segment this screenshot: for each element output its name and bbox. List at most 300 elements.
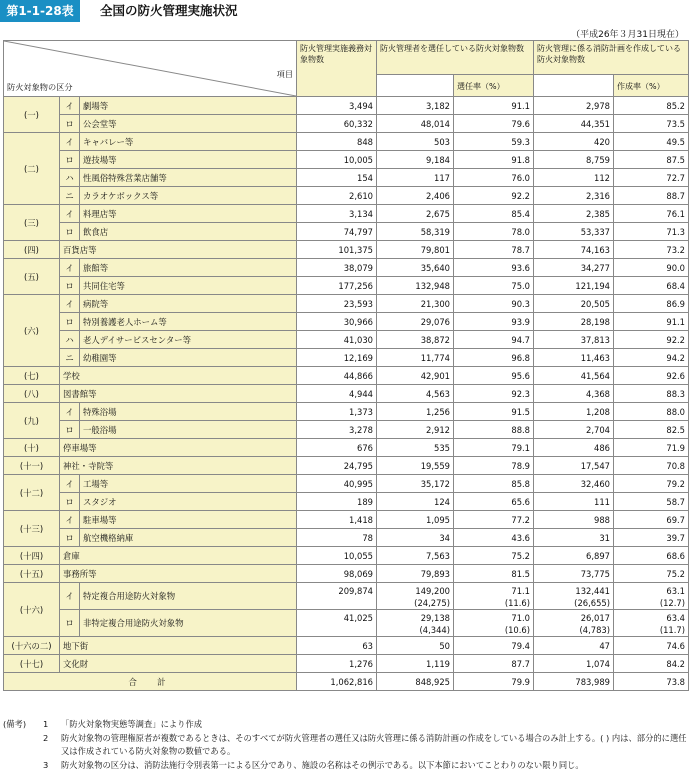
- appointed-rate: 92.2: [454, 187, 534, 205]
- appointed-count: 1,119: [377, 655, 454, 673]
- plan-rate: 71.9: [614, 439, 689, 457]
- appointed-count: 2,912: [377, 421, 454, 439]
- plan-rate: 76.1: [614, 205, 689, 223]
- subcategory-cell: イ: [60, 475, 80, 493]
- facility-name: 駐車場等: [80, 511, 297, 529]
- plan-count: 420: [534, 133, 614, 151]
- appointed-count: 1,256: [377, 403, 454, 421]
- facility-name: 倉庫: [60, 547, 297, 565]
- plan-count: 31: [534, 529, 614, 547]
- appointed-count: 9,184: [377, 151, 454, 169]
- plan-rate: 71.3: [614, 223, 689, 241]
- notes: [3, 718, 688, 772]
- total-label: 合 計: [4, 673, 297, 691]
- appointed-rate: [454, 610, 534, 637]
- corner-category-label: 防火対象物の区分: [7, 82, 73, 92]
- target-count: 848: [297, 133, 377, 151]
- table-row: [4, 637, 689, 655]
- target-count: 2,610: [297, 187, 377, 205]
- table-row: [4, 565, 689, 583]
- facility-name: 特別養護老人ホーム等: [80, 313, 297, 331]
- plan-rate: 94.2: [614, 349, 689, 367]
- plan-rate: 82.5: [614, 421, 689, 439]
- appointed-rate: 78.7: [454, 241, 534, 259]
- appointed-count: 503: [377, 133, 454, 151]
- subcategory-cell: ニ: [60, 349, 80, 367]
- table-row: [4, 223, 689, 241]
- target-count: 12,169: [297, 349, 377, 367]
- facility-name: 一般浴場: [80, 421, 297, 439]
- plan-rate-partial: (12.7): [659, 598, 686, 608]
- subcategory-cell: ロ: [60, 493, 80, 511]
- subcategory-cell: イ: [60, 583, 80, 610]
- appointed-count: 35,640: [377, 259, 454, 277]
- appointed-count: 19,559: [377, 457, 454, 475]
- appointed-count: 42,901: [377, 367, 454, 385]
- total-plan-count: 783,989: [534, 673, 614, 691]
- table-row: [4, 187, 689, 205]
- target-count: 3,278: [297, 421, 377, 439]
- plan-rate: 68.4: [614, 277, 689, 295]
- target-count: 24,795: [297, 457, 377, 475]
- facility-name: 非特定複合用途防火対象物: [80, 610, 297, 637]
- plan-count: 2,316: [534, 187, 614, 205]
- plan-rate: 79.2: [614, 475, 689, 493]
- target-count: 10,055: [297, 547, 377, 565]
- total-plan-rate: 73.8: [614, 673, 689, 691]
- subcategory-cell: ロ: [60, 115, 80, 133]
- appointed-rate-main: 71.1: [511, 586, 531, 596]
- table-row: [4, 259, 689, 277]
- appointed-count: 535: [377, 439, 454, 457]
- appointed-rate: 92.3: [454, 385, 534, 403]
- appointed-count: 35,172: [377, 475, 454, 493]
- subcategory-cell: ロ: [60, 610, 80, 637]
- appointed-rate: 93.6: [454, 259, 534, 277]
- category-cell: (四): [4, 241, 60, 259]
- note-item: [3, 759, 688, 773]
- facility-name: 特殊浴場: [80, 403, 297, 421]
- plan-count: [534, 610, 614, 637]
- appointed-rate: 77.2: [454, 511, 534, 529]
- table-row: [4, 295, 689, 313]
- appointed-rate: [454, 583, 534, 610]
- plan-rate: 70.8: [614, 457, 689, 475]
- plan-rate: 88.3: [614, 385, 689, 403]
- facility-name: スタジオ: [80, 493, 297, 511]
- plan-count: 41,564: [534, 367, 614, 385]
- table-row: [4, 547, 689, 565]
- header-plan-count-spacer: [534, 75, 614, 97]
- category-cell: (十七): [4, 655, 60, 673]
- subcategory-cell: ロ: [60, 151, 80, 169]
- appointed-count: 3,182: [377, 97, 454, 115]
- total-appointed-rate: 79.9: [454, 673, 534, 691]
- plan-rate: 87.5: [614, 151, 689, 169]
- category-cell: (二): [4, 133, 60, 205]
- appointed-count: 38,872: [377, 331, 454, 349]
- appointed-count: 2,406: [377, 187, 454, 205]
- appointed-rate: 81.5: [454, 565, 534, 583]
- appointed-rate: 85.8: [454, 475, 534, 493]
- category-cell: (十): [4, 439, 60, 457]
- plan-count: 17,547: [534, 457, 614, 475]
- appointed-count: [377, 583, 454, 610]
- subcategory-cell: ロ: [60, 277, 80, 295]
- plan-count: 73,775: [534, 565, 614, 583]
- appointed-rate: 78.9: [454, 457, 534, 475]
- appointed-rate: 59.3: [454, 133, 534, 151]
- plan-rate: 88.0: [614, 403, 689, 421]
- plan-count: 74,163: [534, 241, 614, 259]
- total-target-count: 1,062,816: [297, 673, 377, 691]
- plan-count: 28,198: [534, 313, 614, 331]
- table-number-tag: 第1-1-28表: [0, 0, 80, 22]
- facility-name: 地下街: [60, 637, 297, 655]
- appointed-count: 7,563: [377, 547, 454, 565]
- plan-rate: 73.2: [614, 241, 689, 259]
- plan-count: 111: [534, 493, 614, 511]
- plan-rate: 92.6: [614, 367, 689, 385]
- facility-name: 図書館等: [60, 385, 297, 403]
- appointed-rate: 91.1: [454, 97, 534, 115]
- plan-rate: 69.7: [614, 511, 689, 529]
- plan-rate-main: 63.1: [666, 586, 686, 596]
- target-count: 10,005: [297, 151, 377, 169]
- facility-name: 老人デイサービスセンター等: [80, 331, 297, 349]
- plan-rate: 75.2: [614, 565, 689, 583]
- target-count: 38,079: [297, 259, 377, 277]
- plan-rate: 58.7: [614, 493, 689, 511]
- plan-count-main: 132,441: [575, 586, 611, 596]
- plan-count: 8,759: [534, 151, 614, 169]
- plan-rate: 39.7: [614, 529, 689, 547]
- subcategory-cell: イ: [60, 133, 80, 151]
- plan-count-partial: (26,655): [574, 598, 611, 608]
- note-text: 「防火対象物実態等調査」により作成: [61, 719, 203, 729]
- plan-rate: 92.2: [614, 331, 689, 349]
- appointed-count: 21,300: [377, 295, 454, 313]
- note-text: 防火対象物の管理権原者が複数であるときは、そのすべてが防火管理者の選任又は防火管理に係る消防計画の作成をしている場合のみ計上する。( ) 内は、部分的に選任又は作成されている防火対象物の数値である。: [61, 732, 687, 756]
- plan-rate-main: 63.4: [666, 613, 686, 623]
- plan-count: 1,074: [534, 655, 614, 673]
- plan-rate: 74.6: [614, 637, 689, 655]
- plan-rate: 73.5: [614, 115, 689, 133]
- appointed-rate: 79.4: [454, 637, 534, 655]
- category-cell: (一): [4, 97, 60, 133]
- note-number: 2: [43, 732, 49, 743]
- category-cell: (十一): [4, 457, 60, 475]
- facility-name: 学校: [60, 367, 297, 385]
- facility-name: 性風俗特殊営業店舗等: [80, 169, 297, 187]
- plan-count: 11,463: [534, 349, 614, 367]
- appointed-count: 79,893: [377, 565, 454, 583]
- table-row: [4, 511, 689, 529]
- category-cell: (十六の二): [4, 637, 60, 655]
- total-row: [4, 673, 689, 691]
- target-count: [297, 610, 377, 637]
- table-row: [4, 313, 689, 331]
- facility-name: 劇場等: [80, 97, 297, 115]
- as-of-date: （平成26年３月31日現在）: [571, 30, 684, 40]
- plan-count: 37,813: [534, 331, 614, 349]
- appointed-count: 50: [377, 637, 454, 655]
- plan-count: 121,194: [534, 277, 614, 295]
- appointed-rate: 79.1: [454, 439, 534, 457]
- target-count: [297, 583, 377, 610]
- category-cell: (十二): [4, 475, 60, 511]
- appointed-rate: 87.7: [454, 655, 534, 673]
- target-count: 1,276: [297, 655, 377, 673]
- total-appointed-count: 848,925: [377, 673, 454, 691]
- facility-name: 公会堂等: [80, 115, 297, 133]
- fire-management-table: [3, 40, 689, 691]
- target-count-main: 209,874: [338, 586, 374, 596]
- appointed-rate: 79.6: [454, 115, 534, 133]
- header-plan-group: 防火管理に係る消防計画を作成している防火対象物数: [534, 41, 689, 75]
- facility-name: 旅館等: [80, 259, 297, 277]
- subcategory-cell: ロ: [60, 529, 80, 547]
- note-number: 1: [43, 719, 49, 729]
- plan-count: 1,208: [534, 403, 614, 421]
- table-row: [4, 115, 689, 133]
- plan-rate: 68.6: [614, 547, 689, 565]
- table-row: [4, 457, 689, 475]
- appointed-count-main: 29,138: [420, 613, 451, 623]
- appointed-rate-partial: (10.6): [504, 625, 531, 635]
- appointed-count: 79,801: [377, 241, 454, 259]
- plan-rate-partial: (11.7): [659, 625, 686, 635]
- category-cell: (三): [4, 205, 60, 241]
- table-row: [4, 277, 689, 295]
- plan-rate: 91.1: [614, 313, 689, 331]
- plan-count: 486: [534, 439, 614, 457]
- facility-name: 遊技場等: [80, 151, 297, 169]
- appointed-rate: 76.0: [454, 169, 534, 187]
- plan-count: 20,505: [534, 295, 614, 313]
- appointed-count: 2,675: [377, 205, 454, 223]
- target-count: 154: [297, 169, 377, 187]
- facility-name: 幼稚園等: [80, 349, 297, 367]
- target-count: 177,256: [297, 277, 377, 295]
- target-count: 676: [297, 439, 377, 457]
- plan-count: 2,385: [534, 205, 614, 223]
- subcategory-cell: イ: [60, 403, 80, 421]
- facility-name: 工場等: [80, 475, 297, 493]
- target-count: 30,966: [297, 313, 377, 331]
- appointed-count: 34: [377, 529, 454, 547]
- plan-rate: [614, 583, 689, 610]
- facility-name: 共同住宅等: [80, 277, 297, 295]
- appointed-count: 117: [377, 169, 454, 187]
- subcategory-cell: イ: [60, 259, 80, 277]
- category-cell: (十四): [4, 547, 60, 565]
- appointed-count: 4,563: [377, 385, 454, 403]
- table-row: [4, 403, 689, 421]
- appointed-rate: 91.5: [454, 403, 534, 421]
- facility-name: 停車場等: [60, 439, 297, 457]
- table-row: [4, 439, 689, 457]
- category-cell: (十六): [4, 583, 60, 637]
- facility-name: 百貨店等: [60, 241, 297, 259]
- appointed-rate-partial: (11.6): [504, 598, 531, 608]
- table-row: [4, 610, 689, 637]
- table-row: [4, 241, 689, 259]
- plan-rate: 86.9: [614, 295, 689, 313]
- target-count-main: 41,025: [343, 613, 374, 623]
- table-row: [4, 331, 689, 349]
- appointed-count: 48,014: [377, 115, 454, 133]
- subcategory-cell: ハ: [60, 169, 80, 187]
- subcategory-cell: イ: [60, 511, 80, 529]
- plan-rate: 85.2: [614, 97, 689, 115]
- facility-name: 飲食店: [80, 223, 297, 241]
- subcategory-cell: イ: [60, 205, 80, 223]
- table-row: [4, 529, 689, 547]
- facility-name: 航空機格納庫: [80, 529, 297, 547]
- appointed-rate: 65.6: [454, 493, 534, 511]
- appointed-rate: 94.7: [454, 331, 534, 349]
- plan-count: 34,277: [534, 259, 614, 277]
- subcategory-cell: ハ: [60, 331, 80, 349]
- appointed-count: 124: [377, 493, 454, 511]
- plan-rate: 72.7: [614, 169, 689, 187]
- note-text: 防火対象物の区分は、消防法施行令別表第一による区分であり、施設の名称はその例示である。以下本節においてことわりのない限り同じ。: [61, 759, 584, 770]
- plan-count: 53,337: [534, 223, 614, 241]
- category-cell: (七): [4, 367, 60, 385]
- target-count: 40,995: [297, 475, 377, 493]
- table-row: [4, 421, 689, 439]
- note-item: [3, 732, 688, 759]
- appointed-rate: 90.3: [454, 295, 534, 313]
- category-cell: (八): [4, 385, 60, 403]
- table-row: [4, 349, 689, 367]
- header-appointed-rate: 選任率（%）: [454, 75, 534, 97]
- plan-rate: 88.7: [614, 187, 689, 205]
- header-appointed-group: 防火管理者を選任している防火対象物数: [377, 41, 534, 75]
- facility-name: 病院等: [80, 295, 297, 313]
- target-count: 23,593: [297, 295, 377, 313]
- appointed-count: 29,076: [377, 313, 454, 331]
- facility-name: 神社・寺院等: [60, 457, 297, 475]
- appointed-rate: 85.4: [454, 205, 534, 223]
- appointed-count: 132,948: [377, 277, 454, 295]
- table-row: [4, 493, 689, 511]
- category-cell: (六): [4, 295, 60, 367]
- target-count: 1,418: [297, 511, 377, 529]
- appointed-count-partial: (4,344): [419, 625, 451, 635]
- category-cell: (十五): [4, 565, 60, 583]
- table-row: [4, 475, 689, 493]
- target-count: 78: [297, 529, 377, 547]
- plan-rate: 84.2: [614, 655, 689, 673]
- table-row: [4, 583, 689, 610]
- plan-count-partial: (4,783): [579, 625, 611, 635]
- notes-label: (備考): [3, 719, 27, 729]
- header: [0, 0, 690, 22]
- target-count: 1,373: [297, 403, 377, 421]
- corner-item-label: 項目: [276, 69, 294, 79]
- plan-count: 6,897: [534, 547, 614, 565]
- appointed-rate: 93.9: [454, 313, 534, 331]
- target-count: 44,866: [297, 367, 377, 385]
- target-count: 4,944: [297, 385, 377, 403]
- appointed-count: [377, 610, 454, 637]
- appointed-count: 1,095: [377, 511, 454, 529]
- plan-count: 2,704: [534, 421, 614, 439]
- appointed-rate: 95.6: [454, 367, 534, 385]
- plan-count: 4,368: [534, 385, 614, 403]
- table-row: [4, 151, 689, 169]
- category-cell: (九): [4, 403, 60, 439]
- plan-count: 112: [534, 169, 614, 187]
- table-row: [4, 385, 689, 403]
- table-row: [4, 169, 689, 187]
- appointed-rate: 88.8: [454, 421, 534, 439]
- appointed-rate: 91.8: [454, 151, 534, 169]
- table-row: [4, 97, 689, 115]
- target-count: 63: [297, 637, 377, 655]
- plan-rate: 49.5: [614, 133, 689, 151]
- plan-count-main: 26,017: [580, 613, 611, 623]
- note-item: [3, 718, 688, 732]
- appointed-rate: 96.8: [454, 349, 534, 367]
- appointed-count-main: 149,200: [415, 586, 451, 596]
- page-title: 全国の防火管理実施状況: [100, 3, 238, 18]
- table-row: [4, 655, 689, 673]
- plan-rate: [614, 610, 689, 637]
- facility-name: 文化財: [60, 655, 297, 673]
- appointed-count: 58,319: [377, 223, 454, 241]
- plan-count: 44,351: [534, 115, 614, 133]
- facility-name: キャバレー等: [80, 133, 297, 151]
- facility-name: カラオケボックス等: [80, 187, 297, 205]
- plan-count: 47: [534, 637, 614, 655]
- header-corner-cell: [4, 41, 297, 97]
- table-row: [4, 205, 689, 223]
- category-cell: (五): [4, 259, 60, 295]
- subcategory-cell: ロ: [60, 313, 80, 331]
- appointed-rate: 78.0: [454, 223, 534, 241]
- plan-rate: 90.0: [614, 259, 689, 277]
- subcategory-cell: ニ: [60, 187, 80, 205]
- target-count: 41,030: [297, 331, 377, 349]
- facility-name: 事務所等: [60, 565, 297, 583]
- header-appointed-count-spacer: [377, 75, 454, 97]
- appointed-rate: 75.0: [454, 277, 534, 295]
- appointed-rate-main: 71.0: [511, 613, 531, 623]
- appointed-count-partial: (24,275): [414, 598, 451, 608]
- target-count: 189: [297, 493, 377, 511]
- appointed-rate: 75.2: [454, 547, 534, 565]
- plan-count: [534, 583, 614, 610]
- plan-count: 32,460: [534, 475, 614, 493]
- subcategory-cell: ロ: [60, 223, 80, 241]
- header-target-count: 防火管理実施義務対象物数: [297, 41, 377, 97]
- subcategory-cell: イ: [60, 97, 80, 115]
- appointed-count: 11,774: [377, 349, 454, 367]
- facility-name: 特定複合用途防火対象物: [80, 583, 297, 610]
- table-row: [4, 367, 689, 385]
- target-count: 74,797: [297, 223, 377, 241]
- table-row: [4, 133, 689, 151]
- subcategory-cell: ロ: [60, 421, 80, 439]
- plan-count: 2,978: [534, 97, 614, 115]
- target-count: 101,375: [297, 241, 377, 259]
- target-count: 3,134: [297, 205, 377, 223]
- target-count: 60,332: [297, 115, 377, 133]
- appointed-rate: 43.6: [454, 529, 534, 547]
